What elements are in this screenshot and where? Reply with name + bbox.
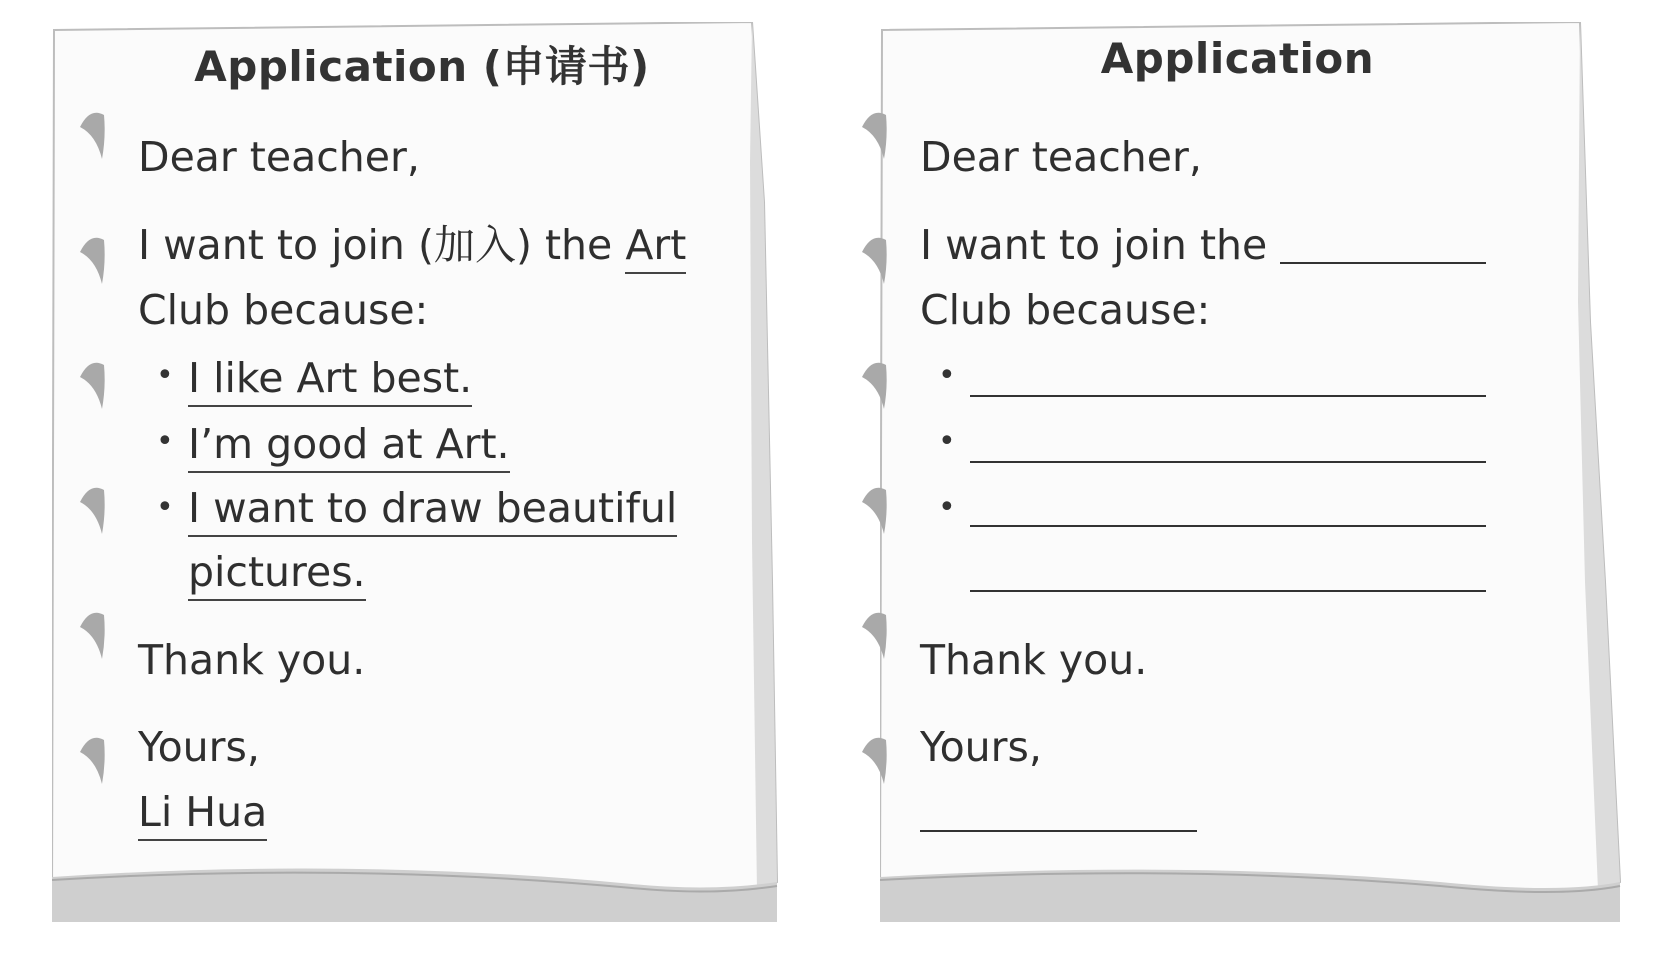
letter-title: Application (1100, 34, 1375, 83)
binder-ring-icon (76, 232, 110, 292)
application-sample-sheet (52, 22, 792, 922)
binder-ring-icon (76, 357, 110, 417)
reason-item: I’m good at Art. (188, 420, 510, 473)
bullet-icon: • (938, 358, 956, 393)
reason-blank[interactable] (970, 461, 1486, 463)
signoff: Yours, (920, 723, 1042, 771)
binder-ring-icon (858, 107, 892, 167)
bullet-icon: • (156, 490, 174, 525)
binder-ring-icon (858, 607, 892, 667)
binder-ring-icon (76, 482, 110, 542)
binder-ring-icon (858, 482, 892, 542)
signature-blank[interactable] (920, 830, 1197, 832)
closing: Thank you. (920, 636, 1148, 684)
reason-item: I want to draw beautiful (188, 484, 677, 537)
reason-blank[interactable] (970, 525, 1486, 527)
bullet-icon: • (156, 358, 174, 393)
greeting: Dear teacher, (138, 133, 420, 181)
signoff: Yours, (138, 723, 260, 771)
reason-blank[interactable] (970, 395, 1486, 397)
binder-ring-icon (858, 732, 892, 792)
intro-suffix: Club because: (138, 286, 429, 334)
bullet-icon: • (938, 424, 956, 459)
binder-ring-icon (76, 107, 110, 167)
intro-prefix: I want to join (加入) the (138, 221, 613, 269)
application-template-sheet (880, 22, 1635, 922)
intro-prefix: I want to join the (920, 221, 1268, 269)
letter-title: Application (申请书) (194, 42, 650, 91)
club-name: Art (625, 221, 686, 274)
reason-item: pictures. (188, 548, 366, 601)
binder-ring-icon (76, 607, 110, 667)
reason-blank[interactable] (970, 590, 1486, 592)
binder-ring-icon (858, 232, 892, 292)
greeting: Dear teacher, (920, 133, 1202, 181)
bullet-icon: • (156, 424, 174, 459)
bullet-icon: • (938, 490, 956, 525)
club-name-blank[interactable] (1280, 262, 1486, 264)
signature: Li Hua (138, 788, 267, 841)
binder-ring-icon (76, 732, 110, 792)
closing: Thank you. (138, 636, 366, 684)
intro-line (138, 221, 687, 269)
intro-suffix: Club because: (920, 286, 1211, 334)
reason-item: I like Art best. (188, 354, 472, 407)
binder-ring-icon (858, 357, 892, 417)
